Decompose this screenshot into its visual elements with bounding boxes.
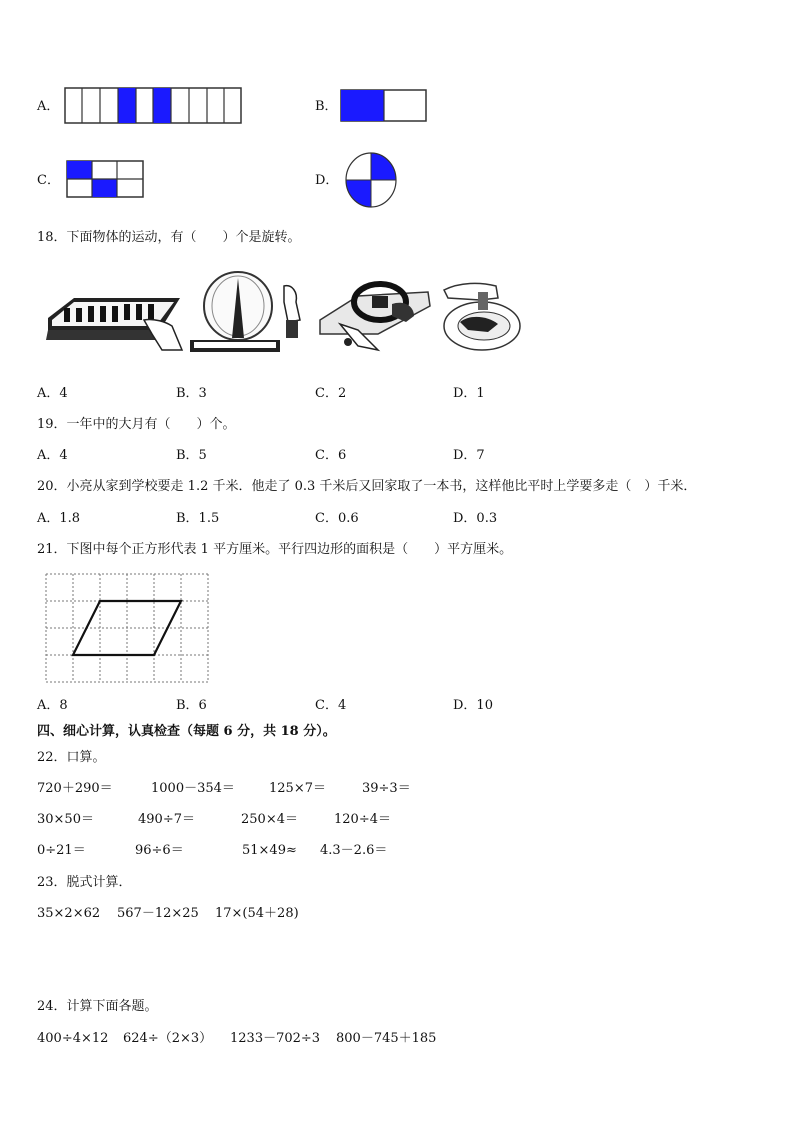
q21-choice-a[interactable]: A．8 <box>37 698 68 713</box>
q22-item: 96÷6＝ <box>135 843 184 858</box>
q19-choice-a[interactable]: A．4 <box>37 448 68 463</box>
q22-item: 120÷4＝ <box>334 812 391 827</box>
q24-item: 400÷4×12 <box>37 1031 109 1046</box>
q20-stem: 20．小亮从家到学校要走 1.2 千米．他走了 0.3 千米后又回家取了一本书，这样他比平时上学要多走（ ）千米． <box>37 479 697 494</box>
q21-choice-c[interactable]: C．4 <box>315 698 347 713</box>
q22-item: 39÷3＝ <box>362 781 411 796</box>
q18-choice-b[interactable]: B．3 <box>176 386 207 401</box>
q18-choice-c[interactable]: C．2 <box>315 386 347 401</box>
q19-choice-c[interactable]: C．6 <box>315 448 347 463</box>
q22-item: 490÷7＝ <box>138 812 195 827</box>
option-b-bar-figure <box>340 89 428 123</box>
q24-stem: 24．计算下面各题。 <box>37 999 158 1014</box>
q23-item: 17×(54＋28) <box>215 906 299 921</box>
steering-wheel-image <box>318 276 436 356</box>
q24-item: 800－745＋185 <box>336 1031 437 1046</box>
q23-item: 567－12×25 <box>117 906 199 921</box>
option-c-grid-figure <box>66 160 146 200</box>
q19-choice-d[interactable]: D．7 <box>453 448 485 463</box>
q22-stem: 22．口算。 <box>37 750 106 765</box>
option-a-strip-figure <box>64 87 244 125</box>
q20-choice-c[interactable]: C．0.6 <box>315 511 359 526</box>
option-b-label: B． <box>315 99 338 114</box>
q22-item: 720＋290＝ <box>37 781 113 796</box>
option-d-label: D． <box>315 173 339 188</box>
q20-choice-a[interactable]: A．1.8 <box>37 511 81 526</box>
parallelogram-grid-figure <box>44 572 210 686</box>
q23-item: 35×2×62 <box>37 906 101 921</box>
q22-item: 0÷21＝ <box>37 843 86 858</box>
q22-item: 125×7＝ <box>269 781 326 796</box>
q20-choice-b[interactable]: B．1.5 <box>176 511 220 526</box>
q19-stem: 19．一年中的大月有（ ）个。 <box>37 417 236 432</box>
q21-stem: 21．下图中每个正方形代表 1 平方厘米。平行四边形的面积是（ ）平方厘米。 <box>37 542 513 557</box>
q18-choice-a[interactable]: A．4 <box>37 386 68 401</box>
q23-stem: 23．脱式计算． <box>37 875 132 890</box>
q24-item: 624÷（2×3） <box>123 1031 213 1046</box>
q21-choice-b[interactable]: B．6 <box>176 698 207 713</box>
faucet-image <box>440 278 524 358</box>
q22-item: 250×4＝ <box>241 812 298 827</box>
q21-choice-d[interactable]: D．10 <box>453 698 493 713</box>
q22-item: 51×49≈ <box>242 843 297 858</box>
q18-stem: 18．下面物体的运动，有（ ）个是旋转。 <box>37 230 301 245</box>
section-4-heading: 四、细心计算，认真检查（每题 6 分，共 18 分）。 <box>37 724 336 739</box>
q24-item: 1233－702÷3 <box>230 1031 321 1046</box>
q22-item: 4.3－2.6＝ <box>320 843 388 858</box>
fan-globe-image <box>188 266 308 356</box>
option-c-label: C． <box>37 173 60 188</box>
q22-item: 1000－354＝ <box>151 781 235 796</box>
q19-choice-b[interactable]: B．5 <box>176 448 207 463</box>
q22-item: 30×50＝ <box>37 812 94 827</box>
q20-choice-d[interactable]: D．0.3 <box>453 511 498 526</box>
q18-choice-d[interactable]: D．1 <box>453 386 485 401</box>
abacus-image <box>44 290 184 354</box>
option-a-label: A． <box>37 99 60 114</box>
option-d-circle-figure <box>344 151 398 209</box>
